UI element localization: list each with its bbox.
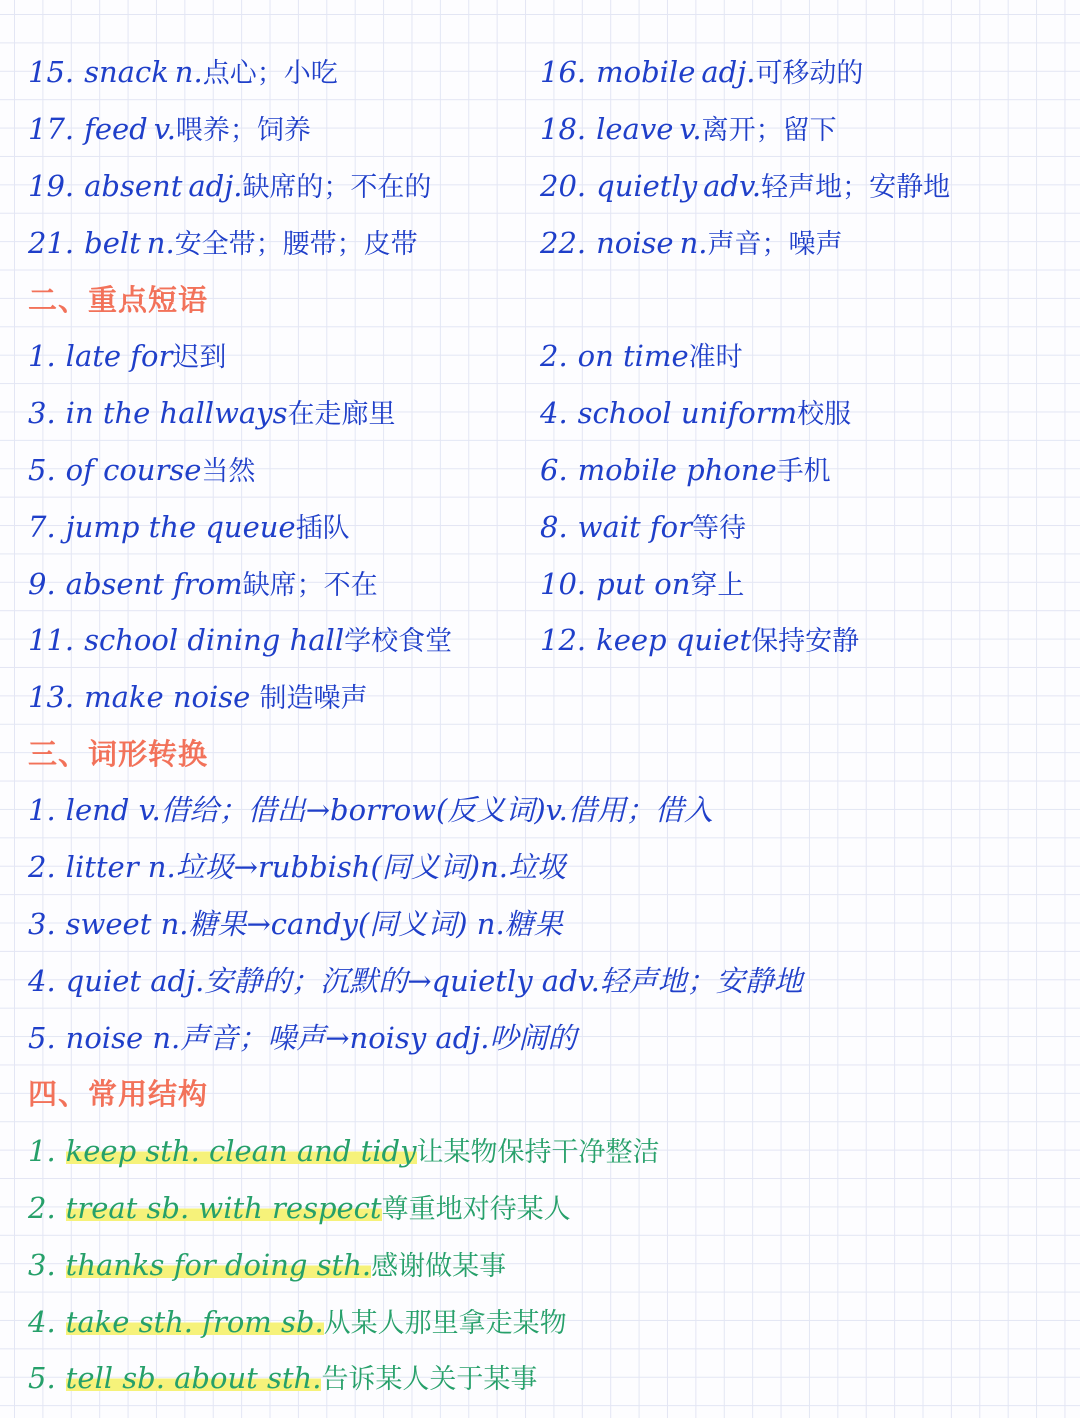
highlighted-phrase: take sth. from sb. xyxy=(65,1305,324,1339)
highlighted-phrase: keep sth. clean and tidy xyxy=(65,1134,417,1168)
vocab-item: 19. absent adj.缺席的；不在的 xyxy=(28,169,432,203)
phrase-item: 2. on time准时 xyxy=(540,339,743,373)
vocab-item: 18. leave v.离开；留下 xyxy=(540,112,837,146)
vocab-item: 17. feed v.喂养；饲养 xyxy=(28,112,311,146)
structure-item: 2. treat sb. with respect尊重地对待某人 xyxy=(28,1191,571,1225)
phrase-item: 3. in the hallways在走廊里 xyxy=(28,396,396,430)
vocab-item: 20. quietly adv.轻声地；安静地 xyxy=(540,169,951,203)
section-heading-word-forms: 三、词形转换 xyxy=(28,737,209,771)
phrase-item: 4. school uniform校服 xyxy=(540,396,852,430)
vocab-item: 15. snack n.点心；小吃 xyxy=(28,55,338,89)
vocab-item: 21. belt n.安全带；腰带；皮带 xyxy=(28,226,418,260)
word-form-item: 5. noise n.声音；噪声→noisy adj.吵闹的 xyxy=(28,1021,577,1055)
phrase-item: 13. make noise 制造噪声 xyxy=(28,680,368,714)
phrase-item: 6. mobile phone手机 xyxy=(540,453,831,487)
structure-item: 1. keep sth. clean and tidy让某物保持干净整洁 xyxy=(28,1134,660,1168)
word-form-item: 3. sweet n.糖果→candy(同义词) n.糖果 xyxy=(28,907,563,941)
phrase-item: 7. jump the queue插队 xyxy=(28,510,350,544)
structure-item: 4. take sth. from sb.从某人那里拿走某物 xyxy=(28,1305,567,1339)
phrase-item: 9. absent from缺席；不在 xyxy=(28,567,378,601)
structure-item: 5. tell sb. about sth.告诉某人关于某事 xyxy=(28,1361,538,1395)
phrase-item: 1. late for迟到 xyxy=(28,339,227,373)
vocab-item: 22. noise n.声音；噪声 xyxy=(540,226,843,260)
highlighted-phrase: thanks for doing sth. xyxy=(65,1248,372,1282)
phrase-item: 8. wait for等待 xyxy=(540,510,746,544)
phrase-item: 11. school dining hall学校食堂 xyxy=(28,623,453,657)
phrase-item: 10. put on穿上 xyxy=(540,567,745,601)
vocab-item: 16. mobile adj.可移动的 xyxy=(540,55,864,89)
word-form-item: 2. litter n.垃圾→rubbish(同义词)n.垃圾 xyxy=(28,850,566,884)
section-heading-phrases: 二、重点短语 xyxy=(28,283,209,317)
section-heading-structures: 四、常用结构 xyxy=(28,1077,209,1111)
highlighted-phrase: treat sb. with respect xyxy=(65,1191,382,1225)
word-form-item: 4. quiet adj.安静的；沉默的→quietly adv.轻声地；安静地 xyxy=(28,964,803,998)
phrase-item: 12. keep quiet保持安静 xyxy=(540,623,860,657)
structure-item: 3. thanks for doing sth.感谢做某事 xyxy=(28,1248,507,1282)
highlighted-phrase: tell sb. about sth. xyxy=(65,1361,322,1395)
phrase-item: 5. of course当然 xyxy=(28,453,256,487)
word-form-item: 1. lend v.借给；借出→borrow(反义词)v.借用；借入 xyxy=(28,793,713,827)
